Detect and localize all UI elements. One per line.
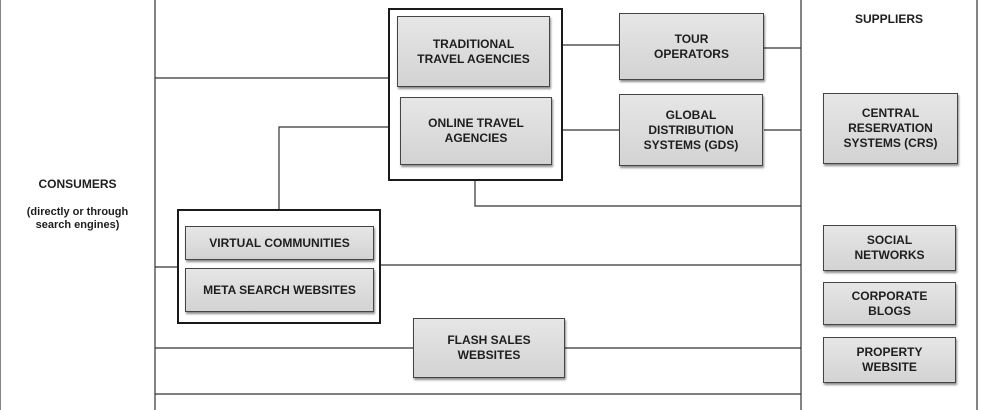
corporate-blogs-box: CORPORATE BLOGS (823, 282, 956, 325)
traditional-travel-agencies-box: TRADITIONAL TRAVEL AGENCIES (397, 16, 550, 87)
virtual-communities-box: VIRTUAL COMMUNITIES (185, 226, 374, 260)
consumers-subtitle: (directly or through search engines) (26, 206, 129, 231)
consumers-title: CONSUMERS (38, 177, 117, 191)
social-networks-box: SOCIAL NETWORKS (823, 225, 956, 271)
meta-search-websites-box: META SEARCH WEBSITES (185, 268, 374, 312)
online-travel-agencies-box: ONLINE TRAVEL AGENCIES (400, 97, 552, 165)
crs-box: CENTRAL RESERVATION SYSTEMS (CRS) (823, 93, 958, 164)
suppliers-title: SUPPLIERS (854, 12, 923, 26)
flash-sales-websites-box: FLASH SALES WEBSITES (413, 318, 565, 378)
tour-operators-box: TOUR OPERATORS (619, 13, 764, 80)
gds-box: GLOBAL DISTRIBUTION SYSTEMS (GDS) (619, 94, 763, 166)
property-website-box: PROPERTY WEBSITE (823, 337, 956, 383)
